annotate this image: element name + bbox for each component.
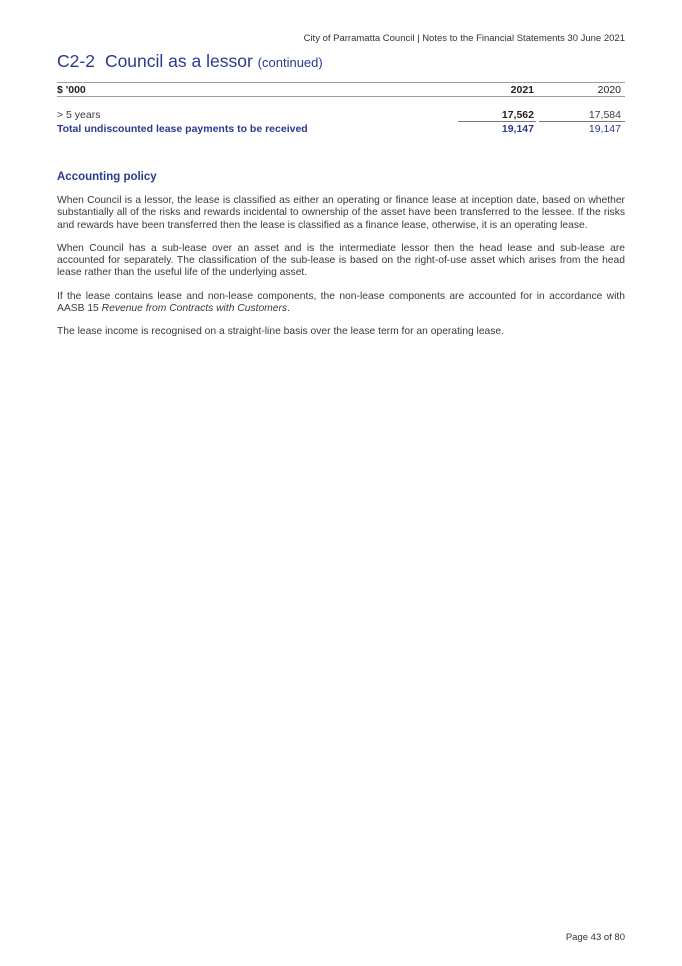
section-title-text: Council as a lessor — [104, 51, 253, 71]
policy-paragraph-1: When Council is a lessor, the lease is classified as either an operating or finance lease at inception date, based on whether substantially all of the risks and rewards incidental to ownership of the asset have been transferred to the lessee. If the risks and rewards have been transferred then the lease is classified as a finance lease, otherwise, it is an operating lease. — [57, 195, 625, 231]
policy-paragraph-3 — [57, 291, 625, 316]
table-total-row — [57, 123, 625, 136]
table-top-rule — [57, 82, 625, 83]
running-header: City of Parramatta Council | Notes to the Financial Statements 30 June 2021 — [303, 33, 625, 44]
total-label: Total undiscounted lease payments to be received — [57, 123, 308, 135]
table-unit-header: $ '000 — [57, 84, 86, 96]
section-continued: (continued) — [257, 55, 323, 70]
page-number: Page 43 of 80 — [565, 932, 625, 943]
row-value-prior: 17,584 — [588, 109, 621, 121]
table-header-rule — [57, 96, 625, 97]
policy-paragraph-2: When Council has a sub-lease over an asset and is the intermediate lessor then the head lease and sub-lease are accounted for separately. The classification of the sub-lease is based on the right-of-use asset which arises from the head lease rather than the useful life of the underlying asset. — [57, 242, 625, 279]
standard-title: Revenue from Contracts with Customers — [101, 303, 288, 315]
total-value-current: 19,147 — [501, 123, 534, 135]
total-rule-prior — [539, 121, 625, 122]
row-label: > 5 years — [57, 109, 101, 121]
table-year-prior-header: 2020 — [597, 84, 621, 96]
section-title — [57, 51, 323, 72]
row-value-current: 17,562 — [501, 109, 534, 121]
table-year-current-header: 2021 — [510, 84, 534, 96]
accounting-policy-body — [57, 195, 625, 350]
section-number: C2-2 — [57, 51, 95, 71]
policy-paragraph-4: The lease income is recognised on a straight-line basis over the lease term for an operating lease. — [57, 326, 505, 338]
policy-paragraph-3-end: . — [287, 303, 290, 315]
policy-paragraph-3-text: If the lease contains lease and non-lease components, the non-lease components are accounted for in accordance with AASB 15 — [57, 290, 625, 315]
total-value-prior: 19,147 — [588, 123, 621, 135]
accounting-policy-heading: Accounting policy — [57, 171, 157, 183]
total-rule-current — [458, 121, 536, 122]
